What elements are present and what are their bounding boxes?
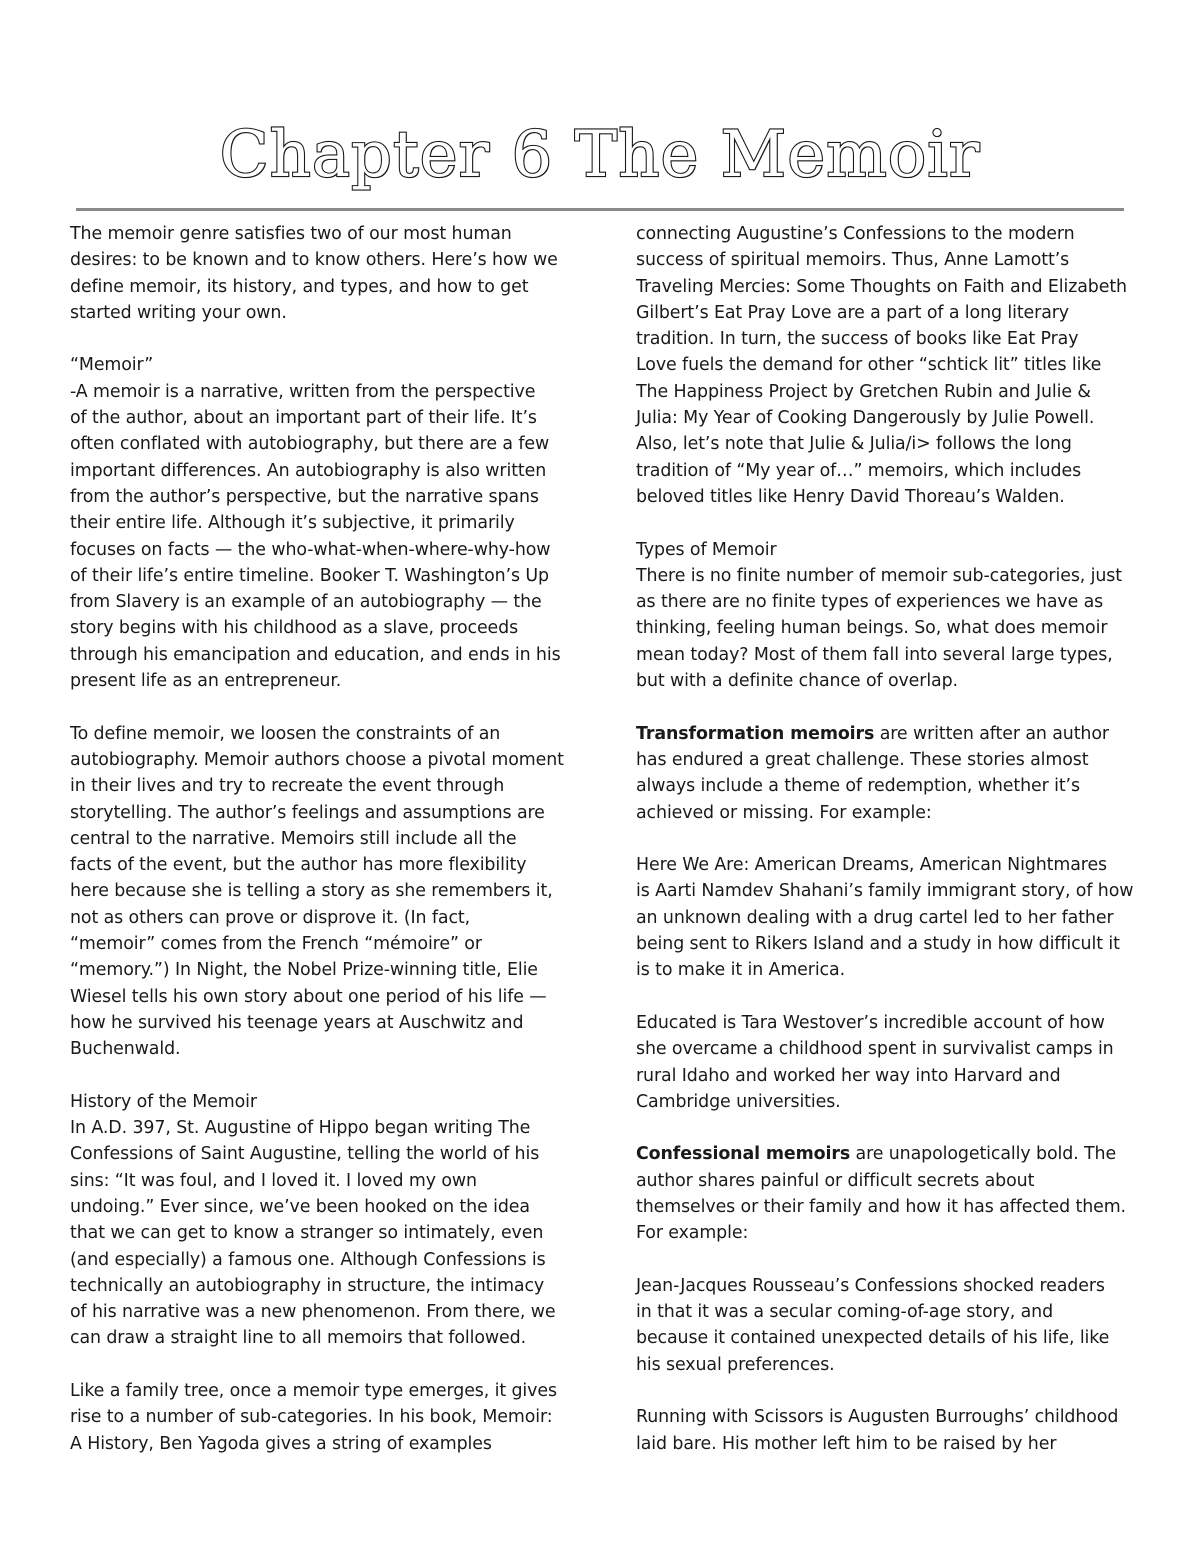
- confessional-intro: are unapologetically bold. The: [850, 1144, 1117, 1165]
- text-line: connecting Augustine’s Confessions to the modern: [636, 224, 1075, 244]
- confessional-paragraph: [636, 1141, 1136, 1246]
- text-line: Also, let’s note that Julie & Julia/i> follows the long: [636, 434, 1072, 455]
- text-line: of his narrative was a new phenomenon. From there, we: [70, 1302, 556, 1323]
- text-line: Educated is Tara Westover’s incredible account of how: [636, 1012, 1105, 1033]
- text-line: in that it was a secular coming-of-age story, and: [636, 1302, 1054, 1323]
- text-line: story begins with his childhood as a slave, proceeds: [70, 618, 519, 639]
- text-line: is Aarti Namdev Shahani’s family immigrant story, of how: [636, 881, 1134, 902]
- text-line: started writing your own.: [70, 302, 287, 323]
- text-line: thinking, feeling human beings. So, what does memoir: [636, 618, 1108, 639]
- text-line: rural Idaho and worked her way into Harvard and: [636, 1065, 1061, 1086]
- text-line: important differences. An autobiography is also written: [70, 460, 547, 481]
- text-line: how he survived his teenage years at Auschwitz and: [70, 1012, 524, 1033]
- types-paragraph: [636, 563, 1136, 694]
- text-line: being sent to Rikers Island and a study in how difficult it: [636, 934, 1120, 955]
- text-line: focuses on facts — the who-what-when-where-why-how: [70, 539, 551, 560]
- rousseau-paragraph: [636, 1273, 1136, 1378]
- text-line: success of spiritual memoirs. Thus, Anne Lamott’s: [636, 250, 1070, 271]
- text-line: laid bare. His mother left him to be raised by her: [636, 1433, 1057, 1454]
- text-line: as there are no finite types of experiences we have as: [636, 592, 1104, 613]
- text-line: Gilbert’s Eat Pray Love are a part of a long literary: [636, 302, 1069, 323]
- text-line: of their life’s entire timeline. Booker T. Washington’s Up: [70, 565, 549, 586]
- text-line: Confessions of Saint Augustine, telling the world of his: [70, 1144, 540, 1165]
- text-line: Cambridge universities.: [636, 1091, 841, 1112]
- text-line: through his emancipation and education, and ends in his: [70, 644, 561, 665]
- text-line: The Happiness Project by Gretchen Rubin and Julie &: [636, 381, 1091, 402]
- transformation-paragraph: [636, 721, 1136, 826]
- text-line: of the author, about an important part of their life. It’s: [70, 408, 537, 429]
- here-we-are-paragraph: [636, 852, 1136, 983]
- text-line: from the author’s perspective, but the narrative spans: [70, 486, 539, 507]
- text-line: storytelling. The author’s feelings and assumptions are: [70, 802, 545, 823]
- text-line: “memoir” comes from the French “mémoire” or: [70, 934, 482, 955]
- text-line: There is no finite number of memoir sub-categories, just: [636, 565, 1122, 586]
- transformation-term: Transformation memoirs: [636, 723, 875, 744]
- confessional-term: Confessional memoirs: [636, 1144, 851, 1165]
- text-line: present life as an entrepreneur.: [70, 671, 342, 692]
- family-tree-paragraph: [70, 1378, 570, 1457]
- text-line: themselves or their family and how it has affected them.: [636, 1196, 1126, 1217]
- history-heading: History of the Memoir: [70, 1091, 257, 1112]
- right-column: [636, 221, 1136, 1457]
- text-line: here because she is telling a story as she remembers it,: [70, 881, 553, 902]
- define-memoir-paragraph: [70, 721, 570, 1063]
- text-line: beloved titles like Henry David Thoreau’s Walden.: [636, 486, 1065, 507]
- title-divider: [76, 208, 1124, 211]
- text-line: (and especially) a famous one. Although Confessions is: [70, 1249, 546, 1270]
- text-line: technically an autobiography in structure, the intimacy: [70, 1275, 545, 1296]
- text-line: The memoir genre satisfies two of our most human: [70, 224, 512, 244]
- text-line: rise to a number of sub-categories. In his book, Memoir:: [70, 1407, 553, 1428]
- text-line: not as others can prove or disprove it. (In fact,: [70, 907, 471, 928]
- text-line: autobiography. Memoir authors choose a pivotal moment: [70, 749, 564, 770]
- text-line: [636, 1141, 1136, 1167]
- text-line: author shares painful or difficult secrets about: [636, 1170, 1035, 1191]
- educated-paragraph: [636, 1010, 1136, 1115]
- text-line: “memory.”) In Night, the Nobel Prize-winning title, Elie: [70, 960, 538, 981]
- text-line: Like a family tree, once a memoir type emerges, it gives: [70, 1381, 557, 1402]
- text-line: In A.D. 397, St. Augustine of Hippo began writing The: [70, 1118, 531, 1139]
- text-line: Buchenwald.: [70, 1039, 181, 1060]
- text-line: Wiesel tells his own story about one period of his life —: [70, 986, 547, 1007]
- text-line: For example:: [636, 1223, 749, 1244]
- text-line: To define memoir, we loosen the constraints of an: [70, 723, 501, 744]
- continuation-paragraph: [636, 221, 1136, 510]
- text-line: in their lives and try to recreate the event through: [70, 776, 505, 797]
- types-heading: Types of Memoir: [636, 539, 777, 560]
- text-line: -A memoir is a narrative, written from the perspective: [70, 381, 536, 402]
- memoir-heading: “Memoir”: [70, 355, 154, 376]
- text-line: Running with Scissors is Augusten Burroughs’ childhood: [636, 1407, 1119, 1428]
- text-line: often conflated with autobiography, but there are a few: [70, 434, 550, 455]
- memoir-definition-paragraph: [70, 379, 570, 695]
- text-line: achieved or missing. For example:: [636, 802, 932, 823]
- page-title: Chapter 6 The Memoir: [219, 117, 981, 192]
- text-line: from Slavery is an example of an autobiography — the: [70, 592, 542, 613]
- text-line: his sexual preferences.: [636, 1354, 835, 1375]
- text-line: undoing.” Ever since, we’ve been hooked on the idea: [70, 1196, 530, 1217]
- text-line: define memoir, its history, and types, and how to get: [70, 276, 529, 297]
- text-line: Julia: My Year of Cooking Dangerously by Julie Powell.: [636, 408, 1095, 429]
- text-line: facts of the event, but the author has more flexibility: [70, 855, 527, 876]
- text-line: she overcame a childhood spent in survivalist camps in: [636, 1039, 1114, 1060]
- text-line: Jean-Jacques Rousseau’s Confessions shocked readers: [636, 1275, 1105, 1296]
- text-line: has endured a great challenge. These stories almost: [636, 749, 1089, 770]
- text-line: always include a theme of redemption, whether it’s: [636, 776, 1080, 797]
- text-line: A History, Ben Yagoda gives a string of examples: [70, 1433, 492, 1454]
- text-line: an unknown dealing with a drug cartel led to her father: [636, 907, 1114, 928]
- text-line: Love fuels the demand for other “schtick lit” titles like: [636, 355, 1102, 376]
- text-line: that we can get to know a stranger so intimately, even: [70, 1223, 544, 1244]
- intro-paragraph: [70, 221, 570, 326]
- history-paragraph: [70, 1115, 570, 1352]
- text-line: tradition. In turn, the success of books like Eat Pray: [636, 329, 1079, 350]
- text-line: mean today? Most of them fall into several large types,: [636, 644, 1113, 665]
- text-line: because it contained unexpected details of his life, like: [636, 1328, 1110, 1349]
- text-line: their entire life. Although it’s subjective, it primarily: [70, 513, 515, 534]
- text-line: central to the narrative. Memoirs still include all the: [70, 828, 517, 849]
- text-line: Traveling Mercies: Some Thoughts on Faith and Elizabeth: [636, 276, 1127, 297]
- text-line: tradition of “My year of…” memoirs, which includes: [636, 460, 1082, 481]
- scissors-paragraph: [636, 1404, 1136, 1457]
- text-line: sins: “It was foul, and I loved it. I loved my own: [70, 1170, 477, 1191]
- text-line: but with a definite chance of overlap.: [636, 671, 958, 692]
- text-line: desires: to be known and to know others. Here’s how we: [70, 250, 558, 271]
- text-line: is to make it in America.: [636, 960, 846, 981]
- text-line: Here We Are: American Dreams, American Nightmares: [636, 855, 1108, 876]
- transformation-intro: are written after an author: [874, 723, 1109, 744]
- left-column: [70, 221, 570, 1457]
- text-line: can draw a straight line to all memoirs that followed.: [70, 1328, 527, 1349]
- text-line: [636, 721, 1136, 747]
